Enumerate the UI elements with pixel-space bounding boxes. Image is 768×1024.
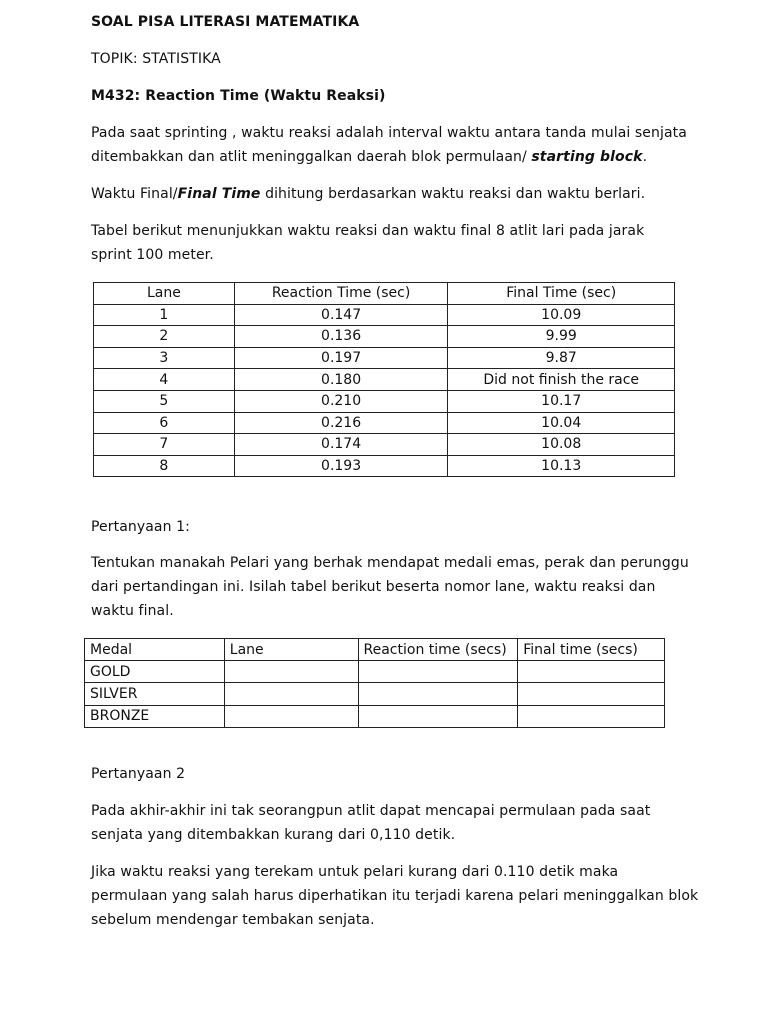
reaction-time-cell: 0.210 bbox=[234, 390, 448, 412]
medal-cell: GOLD bbox=[85, 661, 225, 683]
answer-cell[interactable] bbox=[358, 683, 518, 705]
question-1-line-1: Tentukan manakah Pelari yang berhak mendapat medali emas, perak dan perunggu bbox=[91, 555, 689, 571]
table-row bbox=[94, 390, 675, 412]
reaction-time-table bbox=[93, 282, 675, 477]
question-1-line-2: dari pertandingan ini. Isilah tabel berikut beserta nomor lane, waktu reaksi dan bbox=[91, 579, 656, 595]
document-title: SOAL PISA LITERASI MATEMATIKA bbox=[91, 14, 360, 30]
final-time-cell: 10.04 bbox=[448, 412, 675, 434]
answer-cell[interactable] bbox=[224, 683, 358, 705]
intro-line-2-end: . bbox=[642, 149, 648, 165]
medal-table bbox=[84, 638, 665, 728]
lane-cell: 3 bbox=[94, 347, 235, 369]
table-header-row bbox=[94, 283, 675, 305]
lane-cell: 7 bbox=[94, 434, 235, 456]
question-2-p1-line-2: senjata yang ditembakkan kurang dari 0,110 detik. bbox=[91, 827, 456, 843]
table-row bbox=[94, 434, 675, 456]
table-row bbox=[94, 369, 675, 391]
problem-title: M432: Reaction Time (Waktu Reaksi) bbox=[91, 88, 386, 104]
table-row bbox=[85, 683, 665, 705]
final-time-cell: 10.08 bbox=[448, 434, 675, 456]
answer-cell[interactable] bbox=[518, 683, 665, 705]
lane-cell: 5 bbox=[94, 390, 235, 412]
final-time-after: dihitung berdasarkan waktu reaksi dan waktu berlari. bbox=[260, 186, 646, 202]
answer-cell[interactable] bbox=[224, 705, 358, 727]
header-lane: Lane bbox=[224, 639, 358, 661]
medal-header-row bbox=[85, 639, 665, 661]
table-intro-line-2: sprint 100 meter. bbox=[91, 247, 214, 263]
final-time-paragraph bbox=[91, 184, 645, 204]
header-medal: Medal bbox=[85, 639, 225, 661]
question-2-label: Pertanyaan 2 bbox=[91, 766, 186, 782]
header-lane: Lane bbox=[94, 283, 235, 305]
final-time-cell: Did not finish the race bbox=[448, 369, 675, 391]
question-2-p1-line-1: Pada akhir-akhir ini tak seorangpun atlit dapat mencapai permulaan pada saat bbox=[91, 803, 651, 819]
lane-cell: 8 bbox=[94, 455, 235, 477]
lane-cell: 1 bbox=[94, 304, 235, 326]
question-2-p2-line-2: permulaan yang salah harus diperhatikan itu terjadi karena pelari meninggalkan blok bbox=[91, 888, 699, 904]
reaction-time-cell: 0.180 bbox=[234, 369, 448, 391]
table-row bbox=[94, 304, 675, 326]
intro-line-2 bbox=[91, 147, 647, 167]
table-row bbox=[85, 705, 665, 727]
header-final-time: Final Time (sec) bbox=[448, 283, 675, 305]
reaction-time-cell: 0.216 bbox=[234, 412, 448, 434]
reaction-time-cell: 0.197 bbox=[234, 347, 448, 369]
answer-cell[interactable] bbox=[224, 661, 358, 683]
reaction-time-cell: 0.193 bbox=[234, 455, 448, 477]
medal-cell: SILVER bbox=[85, 683, 225, 705]
answer-cell[interactable] bbox=[358, 661, 518, 683]
lane-cell: 6 bbox=[94, 412, 235, 434]
question-1-label: Pertanyaan 1: bbox=[91, 519, 190, 535]
final-time-cell: 9.99 bbox=[448, 326, 675, 348]
reaction-time-cell: 0.147 bbox=[234, 304, 448, 326]
answer-cell[interactable] bbox=[358, 705, 518, 727]
lane-cell: 4 bbox=[94, 369, 235, 391]
question-1-line-3: waktu final. bbox=[91, 603, 174, 619]
answer-cell[interactable] bbox=[518, 705, 665, 727]
intro-line-2-text: ditembakkan dan atlit meninggalkan daerah blok permulaan/ bbox=[91, 149, 532, 165]
starting-block-term: starting block bbox=[531, 149, 643, 165]
answer-cell[interactable] bbox=[518, 661, 665, 683]
table-row bbox=[85, 661, 665, 683]
final-time-before: Waktu Final/ bbox=[91, 186, 178, 202]
header-reaction-time: Reaction Time (sec) bbox=[234, 283, 448, 305]
table-row bbox=[94, 455, 675, 477]
reaction-time-cell: 0.174 bbox=[234, 434, 448, 456]
final-time-cell: 10.13 bbox=[448, 455, 675, 477]
final-time-cell: 10.09 bbox=[448, 304, 675, 326]
header-final-time: Final time (secs) bbox=[518, 639, 665, 661]
final-time-term: Final Time bbox=[177, 186, 261, 202]
final-time-cell: 10.17 bbox=[448, 390, 675, 412]
lane-cell: 2 bbox=[94, 326, 235, 348]
reaction-time-cell: 0.136 bbox=[234, 326, 448, 348]
final-time-cell: 9.87 bbox=[448, 347, 675, 369]
table-row bbox=[94, 412, 675, 434]
question-2-p2-line-1: Jika waktu reaksi yang terekam untuk pelari kurang dari 0.110 detik maka bbox=[91, 864, 619, 880]
medal-cell: BRONZE bbox=[85, 705, 225, 727]
topic-label: TOPIK: STATISTIKA bbox=[91, 51, 221, 67]
question-2-p2-line-3: sebelum mendengar tembakan senjata. bbox=[91, 912, 375, 928]
table-intro-line-1: Tabel berikut menunjukkan waktu reaksi dan waktu final 8 atlit lari pada jarak bbox=[91, 223, 645, 239]
intro-line-1: Pada saat sprinting , waktu reaksi adalah interval waktu antara tanda mulai senjata bbox=[91, 125, 687, 141]
table-row bbox=[94, 326, 675, 348]
header-reaction-time: Reaction time (secs) bbox=[358, 639, 518, 661]
table-row bbox=[94, 347, 675, 369]
